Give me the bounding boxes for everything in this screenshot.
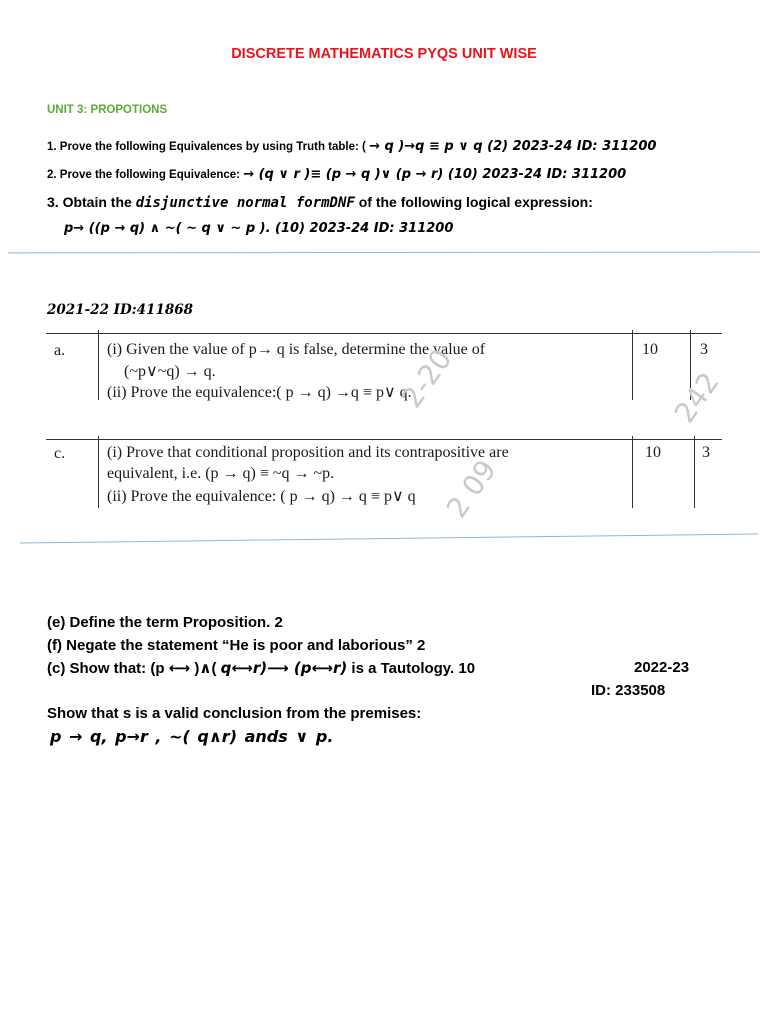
scan-watermark: 242 xyxy=(668,366,726,429)
question-3 xyxy=(47,194,593,211)
question-2-math: → (q ∨ r )≡ (p → q )∨ (p → r) (10) 2023-24 ID: 311200 xyxy=(243,167,627,182)
table-border xyxy=(632,436,633,508)
question-c-id: ID: 233508 xyxy=(591,682,666,699)
premises-expression: p → q, p→r , ~( q∧r) ands ∨ p. xyxy=(50,727,334,746)
scan-watermark: 2-20 xyxy=(395,342,459,414)
row-c-line2: equivalent, i.e. (p → q) ≡ ~q → ~p. xyxy=(107,465,335,482)
question-3-expression: p→ ((p → q) ∧ ~( ~ q ∨ ~ p ). (10) 2023-24 ID: 311200 xyxy=(64,221,454,236)
question-c-math: q⟷r)⟶ (p⟷r) xyxy=(220,659,348,677)
row-c-marks: 10 xyxy=(645,444,661,461)
table-border xyxy=(98,436,99,508)
row-a-line2: (~p∨~q) → q. xyxy=(124,363,216,380)
question-3-math: disjunctive normal formDNF xyxy=(135,195,355,211)
question-2-text: 2. Prove the following Equivalence: xyxy=(47,169,244,181)
question-2 xyxy=(47,167,626,182)
question-1 xyxy=(47,139,656,154)
question-1-math: → q )→q ≡ p ∨ q (2) 2023-24 ID: 311200 xyxy=(369,139,657,154)
valid-conclusion-question: Show that s is a valid conclusion from the premises: xyxy=(47,705,422,722)
table-border xyxy=(98,330,99,400)
table-border xyxy=(46,333,722,334)
question-c-tail: is a Tautology. 10 xyxy=(347,660,476,677)
question-3-text-before: 3. Obtain the xyxy=(47,194,136,210)
row-a-marks: 10 xyxy=(642,341,658,358)
table-border xyxy=(46,439,722,440)
year-id-label: 2021-22 ID:411868 xyxy=(47,302,194,318)
unit-heading: UNIT 3: PROPOTIONS xyxy=(47,104,168,116)
row-a-co: 3 xyxy=(700,341,708,358)
question-c-text: (c) Show that: (p ⟷ )∧( xyxy=(47,660,221,677)
scan-watermark: 2 09 xyxy=(440,453,503,524)
row-c-label: c. xyxy=(54,445,66,462)
divider-line xyxy=(20,533,758,543)
row-c-co: 3 xyxy=(702,444,710,461)
row-a-line1: (i) Given the value of p→ q is false, determine the value of xyxy=(107,341,486,358)
divider-line xyxy=(8,252,760,254)
question-c-year: 2022-23 xyxy=(634,659,690,676)
question-e: (e) Define the term Proposition. 2 xyxy=(47,614,283,631)
question-1-text: 1. Prove the following Equivalences by using Truth table: ( xyxy=(47,141,370,153)
question-f: (f) Negate the statement “He is poor and laborious” 2 xyxy=(47,637,426,654)
question-c xyxy=(47,659,475,677)
row-a-line3: (ii) Prove the equivalence:( p → q) →q ≡ p∨ q. xyxy=(107,384,412,401)
row-c-line3: (ii) Prove the equivalence: ( p → q) → q ≡ p∨ q xyxy=(107,488,416,505)
table-border xyxy=(632,330,633,400)
table-border xyxy=(694,436,695,508)
question-3-text-after: of the following logical expression: xyxy=(354,194,593,210)
row-a-label: a. xyxy=(54,342,66,359)
row-c-line1: (i) Prove that conditional proposition and its contrapositive are xyxy=(107,444,509,461)
document-title: DISCRETE MATHEMATICS PYQS UNIT WISE xyxy=(231,46,537,62)
